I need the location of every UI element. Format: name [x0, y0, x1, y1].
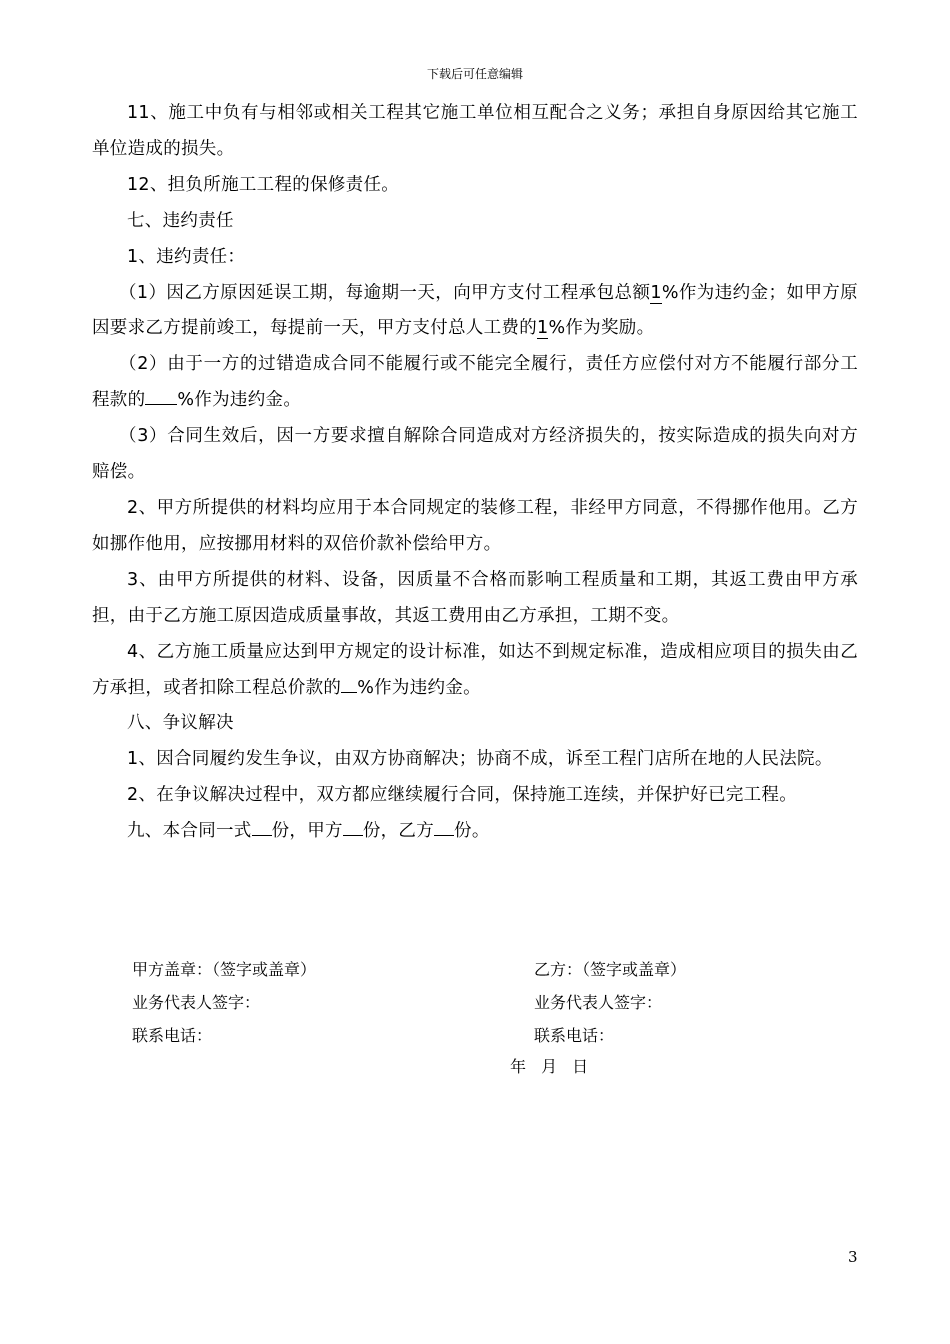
page-header: 下载后可任意编辑	[426, 67, 523, 81]
text: （2）由于一方的过错造成合同不能履行或不能完全履行，责任方应偿付对方不能履行部分工程款的	[92, 354, 858, 411]
rate-2: 1	[537, 318, 549, 339]
breach-item-3: 3、由甲方所提供的材料、设备，因质量不合格而影响工程质量和工期，其返工费由甲方承担，由于乙方施工原因造成质量事故，其返工费用由乙方承担，工期不变。	[92, 569, 858, 626]
breach-item-1-1	[92, 276, 858, 348]
party-b-seal-label: 乙方：（签字或盖章）	[534, 960, 687, 979]
party-a-seal-label: 甲方盖章：（签字或盖章）	[132, 960, 317, 979]
dispute-item-1: 1、因合同履约发生争议，由双方协商解决；协商不成，诉至工程门店所在地的人民法院。	[127, 749, 833, 770]
text: %作为违约金。	[357, 677, 481, 698]
text: 份，乙方	[362, 821, 435, 842]
section-7-heading: 七、违约责任	[127, 210, 234, 231]
clause-11: 11、施工中负有与相邻或相关工程其它施工单位相互配合之义务；承担自身原因给其它施工单位造成的损失。	[92, 103, 858, 159]
blank-field	[145, 404, 177, 405]
clause-12: 12、担负所施工工程的保修责任。	[127, 174, 400, 195]
party-b-signature-block	[534, 953, 686, 1052]
party-a-rep-label: 业务代表人签字：	[132, 993, 261, 1012]
breach-item-1-3: （3）合同生效后，因一方要求擅自解除合同造成对方经济损失的，按实际造成的损失向对方赔偿。	[92, 426, 858, 483]
party-b-rep-label: 业务代表人签字：	[534, 993, 663, 1012]
text: %作为违约金；如甲方原因要求乙方提前竣工，每提前一天，甲方支付总人工费的	[92, 282, 858, 339]
dispute-item-2: 2、在争议解决过程中，双方都应继续履行合同，保持施工连续，并保护好已完工程。	[127, 785, 798, 806]
page-number: 3	[848, 1248, 858, 1266]
text: 份。	[454, 821, 490, 842]
rate-1: 1	[650, 282, 662, 303]
text: 九、本合同一式	[127, 821, 252, 842]
text: %作为违约金。	[177, 390, 302, 411]
party-a-phone-label: 联系电话：	[132, 1026, 213, 1045]
breach-item-1: 1、违约责任：	[127, 246, 246, 267]
blank-field	[343, 835, 363, 836]
text: %作为奖励。	[548, 318, 655, 339]
blank-field	[341, 692, 357, 693]
party-b-phone-label: 联系电话：	[534, 1026, 615, 1045]
text: 4、乙方施工质量应达到甲方规定的设计标准，如达不到规定标准，造成相应项目的损失由乙方承担，或者扣除工程总价款的	[92, 641, 858, 698]
signing-date: 年 月 日	[510, 1057, 589, 1076]
section-8-heading: 八、争议解决	[127, 713, 234, 734]
breach-item-2: 2、甲方所提供的材料均应用于本合同规定的装修工程，非经甲方同意，不得挪作他用。乙方如挪作他用，应按挪用材料的双倍价款补偿给甲方。	[92, 497, 858, 554]
breach-item-1-2	[92, 347, 858, 419]
text: 份，甲方	[271, 821, 343, 842]
text: （1）因乙方原因延误工期，每逾期一天，向甲方支付工程承包总额	[119, 282, 651, 303]
blank-field	[252, 835, 272, 836]
breach-item-4	[92, 635, 858, 707]
blank-field	[434, 835, 454, 836]
contract-body	[92, 96, 858, 850]
party-a-signature-block	[132, 953, 316, 1052]
section-9	[92, 814, 858, 850]
